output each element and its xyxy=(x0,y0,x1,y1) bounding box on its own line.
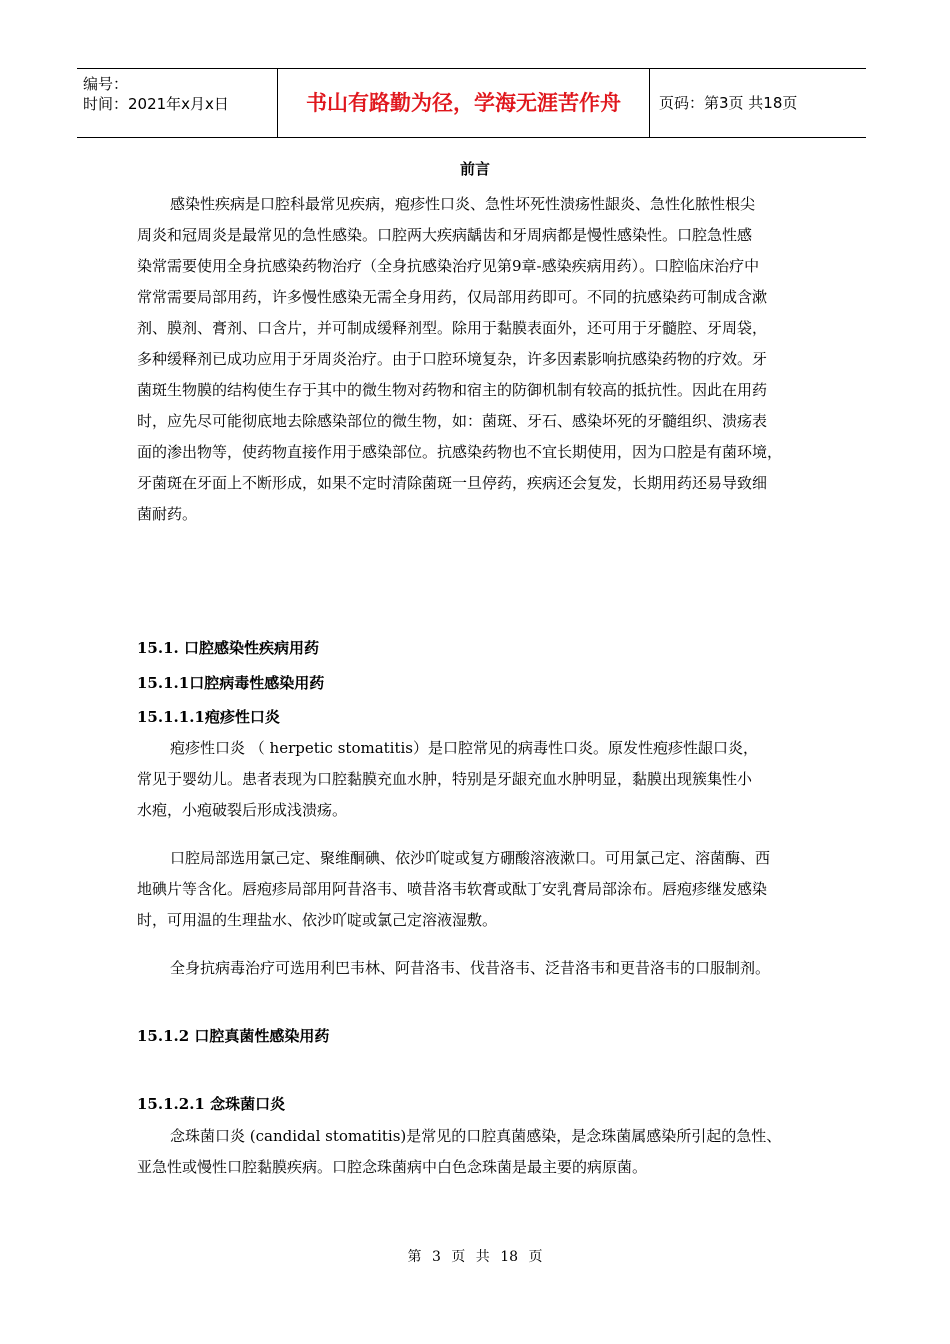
motto: 书山有路勤为径，学海无涯苦作舟 xyxy=(278,69,650,137)
section-heading: 15.1.2.1 念珠菌口炎 xyxy=(137,1095,286,1113)
section-heading: 15.1.2 口腔真菌性感染用药 xyxy=(137,1027,330,1045)
text-line: 常常需要局部用药，许多慢性感染无需全身用药，仅局部用药即可。不同的抗感染药可制成含漱 xyxy=(137,288,768,306)
text-line: 周炎和冠周炎是最常见的急性感染。口腔两大疾病龋齿和牙周病都是慢性感染性。口腔急性感 xyxy=(137,226,753,244)
section-heading: 15.1.1.1疱疹性口炎 xyxy=(137,708,280,726)
text-line: 常见于婴幼儿。患者表现为口腔黏膜充血水肿，特别是牙龈充血水肿明显，黏膜出现簇集性小 xyxy=(137,770,753,788)
section-heading: 15.1. 口腔感染性疾病用药 xyxy=(137,639,319,657)
text-line: 多种缓释剂已成功应用于牙周炎治疗。由于口腔环境复杂，许多因素影响抗感染药物的疗效。牙 xyxy=(137,350,768,368)
page-info: 页码：第3页 共18页 xyxy=(659,94,798,112)
code-label: 编号： xyxy=(83,75,129,93)
candida-paragraph xyxy=(137,1121,827,1183)
text-line: 时，应先尽可能彻底地去除感染部位的微生物，如：菌斑、牙石、感染坏死的牙髓组织、溃疡表 xyxy=(137,412,768,430)
text-line: 面的渗出物等，使药物直接作用于感染部位。抗感染药物也不宜长期使用，因为口腔是有菌环境， xyxy=(137,443,783,461)
text-line: 疱疹性口炎 （ herpetic stomatitis）是口腔常见的病毒性口炎。原发性疱疹性龈口炎， xyxy=(170,739,758,757)
text-line: 亚急性或慢性口腔黏膜疾病。口腔念珠菌病中白色念珠菌是最主要的病原菌。 xyxy=(137,1158,648,1176)
herpes-paragraph-3 xyxy=(137,953,827,984)
text-line: 时，可用温的生理盐水、依沙吖啶或氯己定溶液湿敷。 xyxy=(137,911,498,929)
text-line: 念珠菌口炎 (candidal stomatitis)是常见的口腔真菌感染，是念珠菌属感染所引起的急性、 xyxy=(170,1127,782,1145)
herpes-paragraph-1 xyxy=(137,733,827,826)
text-line: 地碘片等含化。唇疱疹局部用阿昔洛韦、喷昔洛韦软膏或酞丁安乳膏局部涂布。唇疱疹继发感染 xyxy=(137,880,768,898)
section-heading: 15.1.1口腔病毒性感染用药 xyxy=(137,674,325,692)
text-line: 口腔局部选用氯己定、聚维酮碘、依沙吖啶或复方硼酸溶液漱口。可用氯己定、溶菌酶、西 xyxy=(170,849,771,867)
text-line: 全身抗病毒治疗可选用利巴韦林、阿昔洛韦、伐昔洛韦、泛昔洛韦和更昔洛韦的口服制剂。 xyxy=(170,959,771,977)
page-title: 前言 xyxy=(459,160,490,178)
text-line: 菌斑生物膜的结构使生存于其中的微生物对药物和宿主的防御机制有较高的抵抗性。因此在用药 xyxy=(137,381,768,399)
text-line: 感染性疾病是口腔科最常见疾病，疱疹性口炎、急性坏死性溃疡性龈炎、急性化脓性根尖 xyxy=(170,195,756,213)
text-line: 染常需要使用全身抗感染药物治疗（全身抗感染治疗见第9章-感染疾病用药）。口腔临床治疗中 xyxy=(137,257,760,275)
text-line: 牙菌斑在牙面上不断形成，如果不定时清除菌斑一旦停药，疾病还会复发，长期用药还易导致细 xyxy=(137,474,768,492)
text-line: 菌耐药。 xyxy=(137,505,198,523)
herpes-paragraph-2 xyxy=(137,843,827,936)
text-line: 水疱，小疱破裂后形成浅溃疡。 xyxy=(137,801,348,819)
header-table xyxy=(77,68,866,138)
page-footer: 第 3 页 共 18 页 xyxy=(407,1249,543,1265)
intro-paragraph xyxy=(137,189,827,530)
text-line: 剂、膜剂、膏剂、口含片，并可制成缓释剂型。除用于黏膜表面外，还可用于牙髓腔、牙周袋， xyxy=(137,319,768,337)
time-label: 时间：2021年x月x日 xyxy=(83,95,229,113)
header-meta-cell xyxy=(77,69,278,137)
